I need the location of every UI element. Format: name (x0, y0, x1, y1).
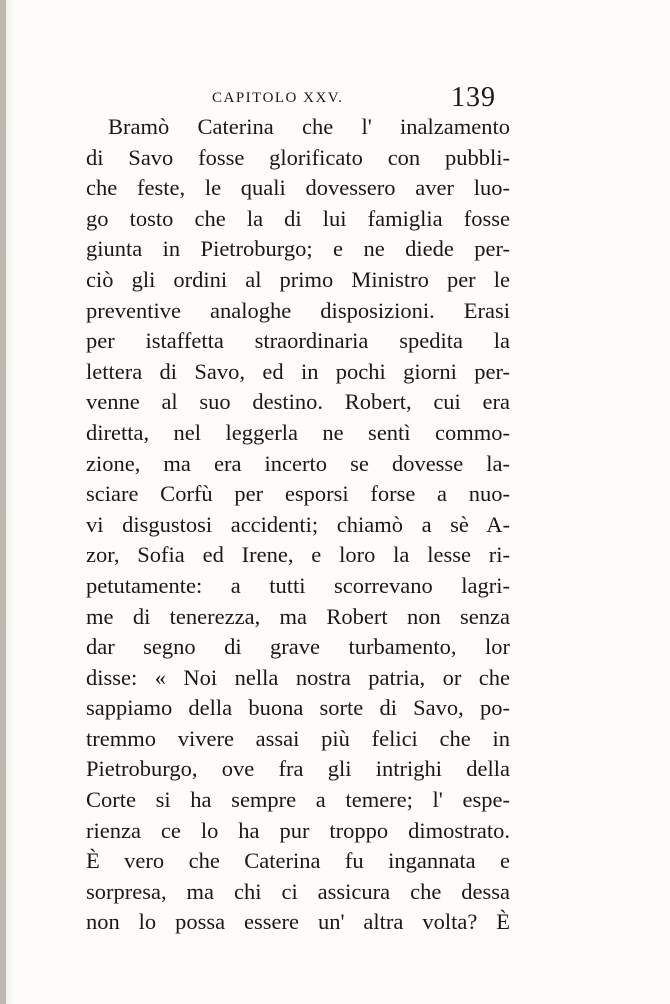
text-line: sorpresa, ma chi ci assicura che dessa (86, 878, 510, 904)
text-line: rienza ce lo ha pur troppo dimostrato. (86, 817, 510, 843)
text-line: disse: « Noi nella nostra patria, or che (86, 664, 510, 690)
body-text (86, 112, 510, 938)
text-line: ciò gli ordini al primo Ministro per le (86, 266, 510, 292)
page-spine-shadow (0, 0, 6, 1004)
text-line: me di tenerezza, ma Robert non senza (86, 603, 510, 629)
text-line: Corte si ha sempre a temere; l' espe- (86, 787, 510, 813)
text-line: sciare Corfù per esporsi forse a nuo- (86, 481, 510, 507)
text-line: go tosto che la di lui famiglia fosse (86, 205, 510, 231)
text-line: preventive analoghe disposizioni. Erasi (86, 297, 510, 323)
text-line: Bramò Caterina che l' inalzamento (108, 114, 510, 139)
text-line: dar segno di grave turbamento, lor (86, 634, 510, 660)
text-line: di Savo fosse glorificato con pubbli- (86, 144, 510, 170)
text-line: Pietroburgo, ove fra gli intrighi della (86, 756, 510, 782)
text-line: vi disgustosi accidenti; chiamò a sè A- (86, 511, 510, 537)
page-number: 139 (451, 82, 496, 113)
text-line: venne al suo destino. Robert, cui era (86, 389, 510, 415)
text-line: zione, ma era incerto se dovesse la- (86, 450, 510, 476)
text-line: diretta, nel leggerla ne sentì commo- (86, 419, 510, 445)
text-line: lettera di Savo, ed in pochi giorni per- (86, 358, 510, 384)
text-line: non lo possa essere un' altra volta? È (86, 909, 510, 935)
text-line: petutamente: a tutti scorrevano lagri- (86, 572, 510, 598)
text-line: per istaffetta straordinaria spedita la (86, 328, 510, 354)
text-line: tremmo vivere assai più felici che in (86, 725, 510, 751)
text-line: È vero che Caterina fu ingannata e (86, 848, 510, 874)
running-head: CAPITOLO XXV. (212, 90, 344, 106)
text-line: giunta in Pietroburgo; e ne diede per- (86, 236, 510, 262)
text-line: che feste, le quali dovessero aver luo- (86, 175, 510, 201)
text-line: zor, Sofia ed Irene, e loro la lesse ri- (86, 542, 510, 568)
text-line: sappiamo della buona sorte di Savo, po- (86, 695, 510, 721)
